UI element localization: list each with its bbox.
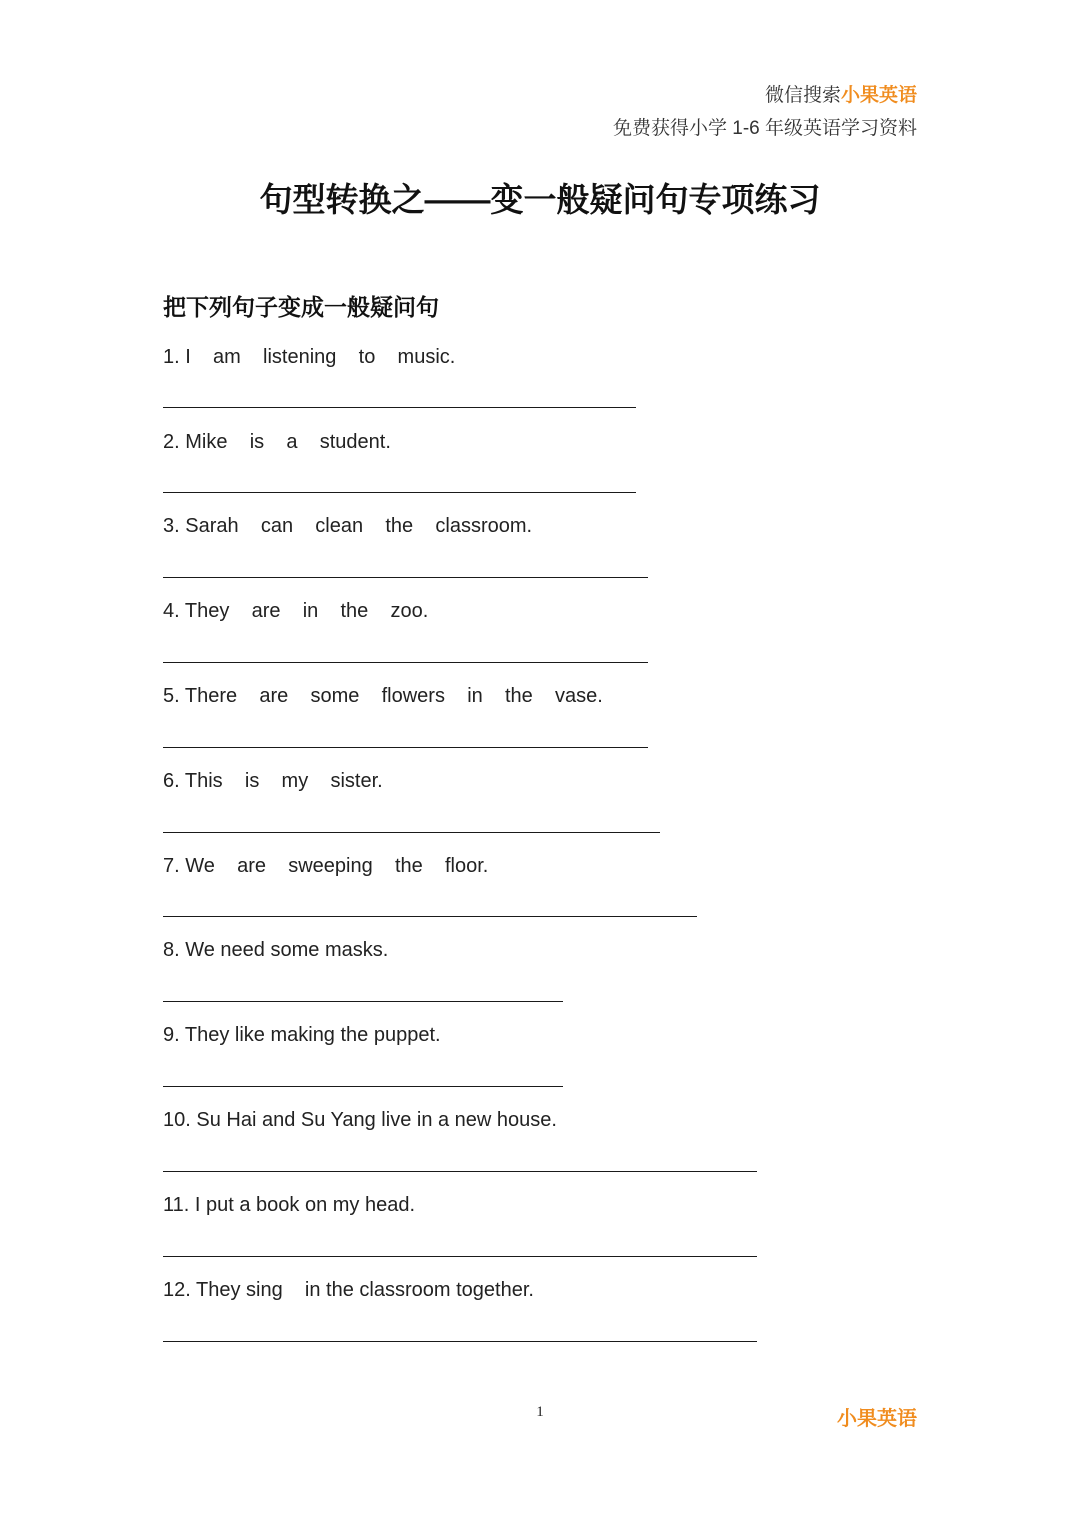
header-search-prefix: 微信搜索: [764, 85, 841, 106]
answer-line-2: [163, 492, 636, 493]
answer-line-4: [163, 662, 648, 663]
question-4: 4. They are in the zoo.: [163, 600, 429, 622]
page-title: 句型转换之——变一般疑问句专项练习: [259, 181, 821, 218]
answer-line-11: [163, 1256, 757, 1257]
question-11: 11. I put a book on my head.: [163, 1194, 416, 1216]
answer-line-8: [163, 1001, 563, 1002]
answer-line-9: [163, 1086, 563, 1087]
page-number: 1: [536, 1404, 544, 1420]
question-7: 7. We are sweeping the floor.: [163, 855, 489, 877]
question-1: 1. I am listening to music.: [163, 346, 456, 368]
footer-brand-logo: 小果英语: [837, 1408, 917, 1430]
header-wechat-search: [765, 82, 917, 110]
question-3: 3. Sarah can clean the classroom.: [163, 515, 533, 537]
answer-line-10: [163, 1171, 757, 1172]
question-2: 2. Mike is a student.: [163, 431, 391, 453]
question-6: 6. This is my sister.: [163, 770, 383, 792]
answer-line-3: [163, 577, 648, 578]
answer-line-5: [163, 747, 648, 748]
question-9: 9. They like making the puppet.: [163, 1024, 441, 1046]
question-5: 5. There are some flowers in the vase.: [163, 685, 603, 707]
header-subtitle: 免费获得小学 1-6 年级英语学习资料: [612, 118, 917, 139]
answer-line-12: [163, 1341, 757, 1342]
header-brand: 小果英语: [840, 85, 917, 106]
question-8: 8. We need some masks.: [163, 939, 389, 961]
answer-line-6: [163, 832, 660, 833]
answer-line-7: [163, 916, 697, 917]
question-10: 10. Su Hai and Su Yang live in a new house.: [163, 1109, 557, 1131]
section-instruction: 把下列句子变成一般疑问句: [163, 294, 439, 320]
answer-line-1: [163, 407, 636, 408]
question-12: 12. They sing in the classroom together.: [163, 1279, 534, 1301]
